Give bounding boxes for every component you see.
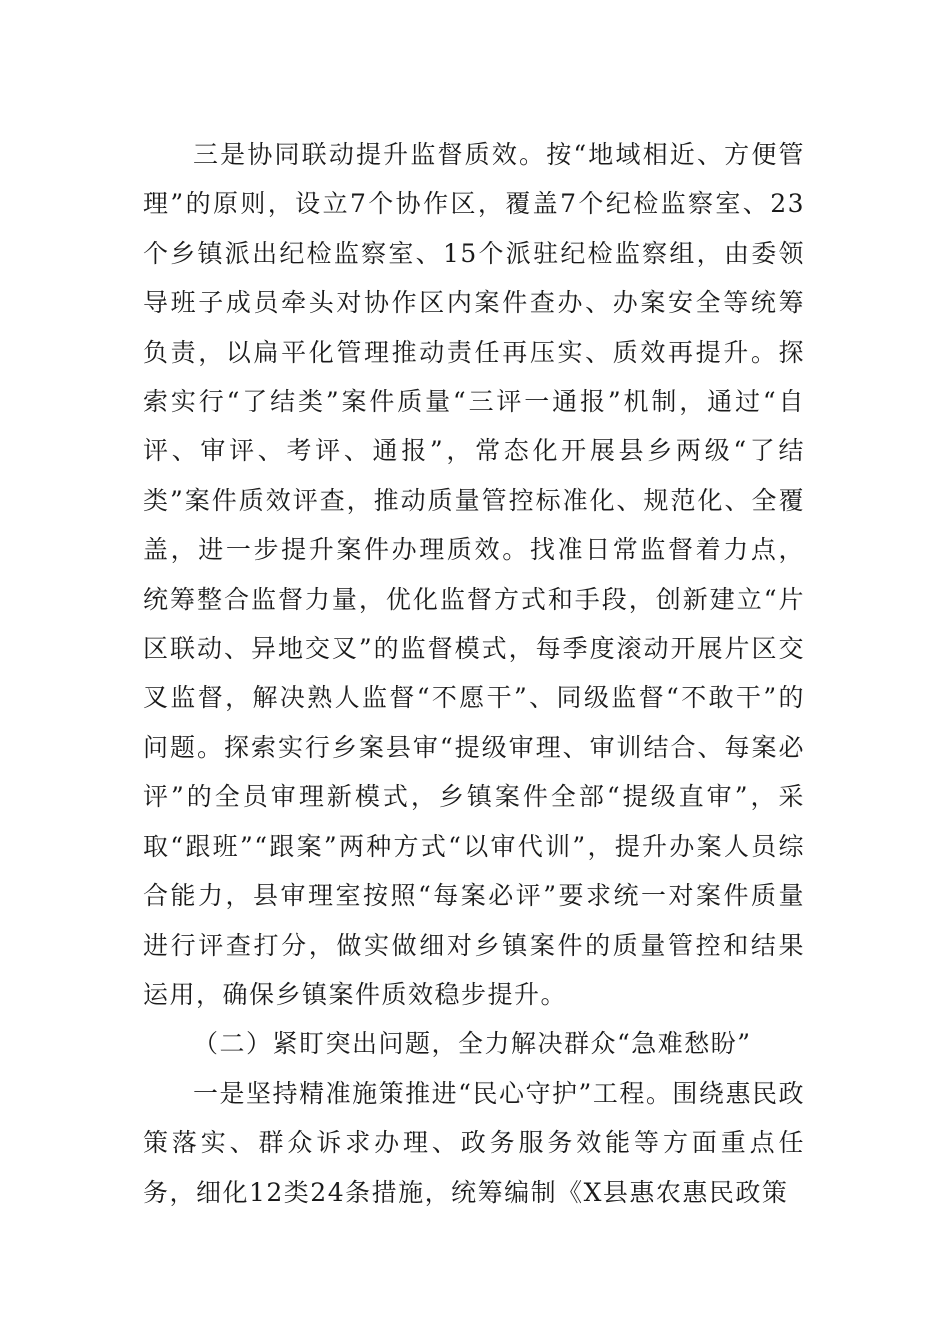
body-paragraph-2: 一是坚持精准施策推进“民心守护”工程。围绕惠民政策落实、群众诉求办理、政务服务效能等方面重点任务，细化12类24条措施，统筹编制《X县惠农惠民政策	[143, 1078, 805, 1207]
body-paragraph-1: 三是协同联动提升监督质效。按“地域相近、方便管理”的原则，设立7个协作区，覆盖7个纪检监察室、23个乡镇派出纪检监察室、15个派驻纪检监察组，由委领导班子成员牵头对协作区内案件查办、办案安全等统筹负责，以扁平化管理推动责任再压实、质效再提升。探索实行“了结类”案件质量“三评一通报”机制，通过“自评、审评、考评、通报”，常态化开展县乡两级“了结类”案件质效评查，推动质量管控标准化、规范化、全覆盖，进一步提升案件办理质效。找准日常监督着力点，统筹整合监督力量，优化监督方式和手段，创新建立“片区联动、异地交叉”的监督模式，每季度滚动开展片区交叉监督，解决熟人监督“不愿干”、同级监督“不敢干”的问题。探索实行乡案县审“提级审理、审训结合、每案必评”的全员审理新模式，乡镇案件全部“提级直审”，采取“跟班”“跟案”两种方式“以审代训”，提升办案人员综合能力，县审理室按照“每案必评”要求统一对案件质量进行评查打分，做实做细对乡镇案件的质量管控和结果运用，确保乡镇案件质效稳步提升。	[143, 140, 805, 1009]
document-body	[143, 130, 805, 1217]
section-heading: （二）紧盯突出问题，全力解决群众“急难愁盼”	[193, 1029, 752, 1059]
